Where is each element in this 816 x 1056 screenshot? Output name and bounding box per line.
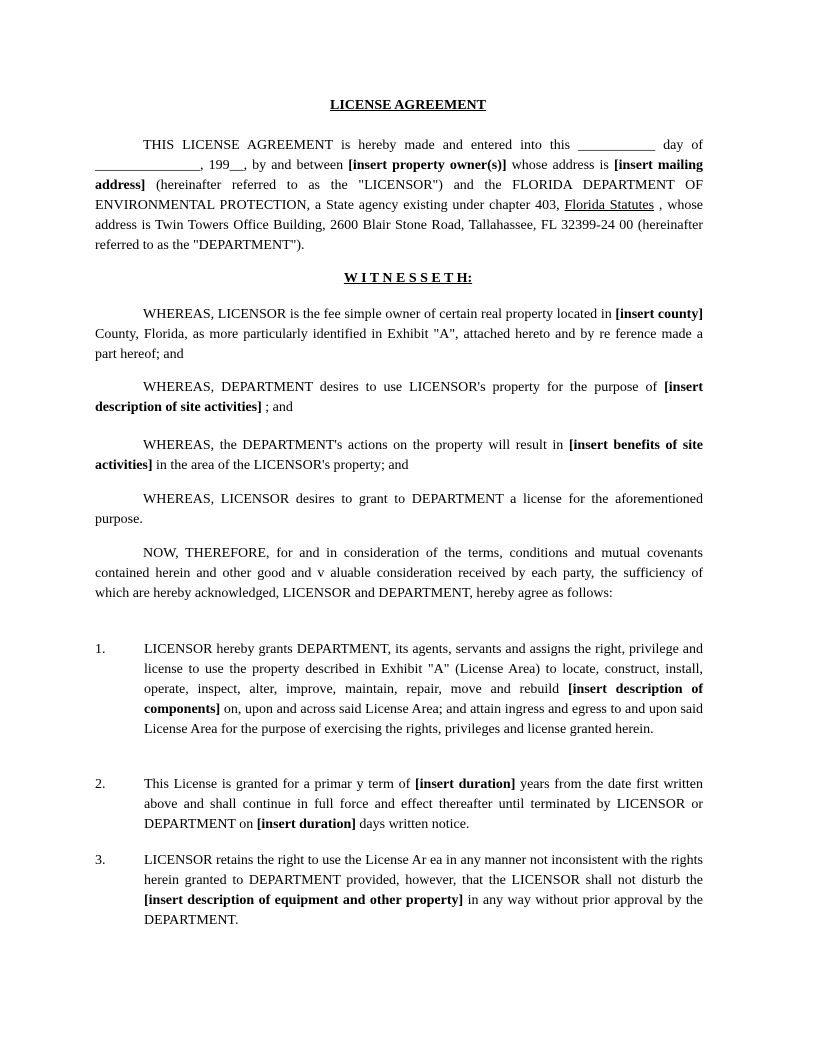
item3-text-2: in any way without prior approval by the DEPARTMENT. [144,893,703,928]
field-site-benefits: [insert benefits of site activities] [95,438,703,473]
whereas-paragraph-2 [95,378,703,418]
witnesseth-heading: W I T N E S S E T H: [343,271,473,286]
numbered-item-2 [95,775,703,835]
now-therefore-text: NOW, THEREFORE, for and in consideration of the terms, conditions and mutual covenants contained herein and other good and v aluable consideration received by each party, the sufficiency of which are hereby acknowledged, LICENSOR and DEPARTMENT, hereby agree as follows: [95,546,703,601]
field-property-owner: [insert property owner(s)] [348,158,507,173]
item2-text-3: days written notice. [355,817,470,832]
item-text [144,851,703,931]
whereas-paragraph-3 [95,436,703,476]
field-duration-days: [insert duration] [256,817,356,832]
field-county: [insert county] [615,307,703,322]
field-site-activities: [insert description of site activities] [95,380,703,415]
item1-text-2: on, upon and across said License Area; and attain ingress and egress to and upon said License Area for the purpose of exercising the rights, privileges and license granted herein. [144,702,703,737]
field-equipment: [insert description of equipment and other property] [144,893,464,908]
statute-reference: Florida Statutes [564,198,655,213]
whereas2-text-1: WHEREAS, DEPARTMENT desires to use LICENSOR's property for the purpose of [143,380,665,395]
intro-text-4: whose address is [506,158,614,173]
whereas2-text-2: ; and [261,400,293,415]
item-number: 3. [95,853,106,868]
item3-text-1: LICENSOR retains the right to use the License Ar ea in any manner not inconsistent with the rights herein granted to DEPARTMENT provided, however, that the LICENSOR shall not disturb the [144,853,703,888]
intro-text-3: , 199__, by and between [200,158,349,173]
whereas4-text-1: WHEREAS, LICENSOR desires to grant to DEPARTMENT a license for the aforementioned purpose. [95,492,703,527]
item-number: 2. [95,777,106,792]
whereas3-text-2: in the area of the LICENSOR's property; and [152,458,409,473]
whereas3-text-1: WHEREAS, the DEPARTMENT's actions on the property will result in [143,438,569,453]
field-components: [insert description of components] [144,682,703,717]
intro-paragraph [95,136,703,256]
whereas1-text-1: WHEREAS, LICENSOR is the fee simple owner of certain real property located in [143,307,616,322]
numbered-item-3 [95,851,703,931]
whereas-paragraph-1 [95,305,703,365]
blank-day: ___________ [578,138,656,153]
document-title: LICENSE AGREEMENT [330,98,486,113]
field-duration-years: [insert duration] [414,777,516,792]
blank-month: _______________ [95,158,200,173]
whereas1-text-2: County, Florida, as more particularly identified in Exhibit "A", attached hereto and by re ference made a part hereof; and [95,327,703,362]
intro-text-5: (hereinafter referred to as the "LICENSOR") and the FLORIDA DEPARTMENT OF ENVIRONMENTAL PROTECTION, a State agency existing under chapter 403, [95,178,703,213]
whereas-paragraph-4 [95,490,703,530]
item2-text-2: years from the date first written above and shall continue in full force and effect thereafter until terminated by LICENSOR or DEPARTMENT on [144,777,703,832]
item-text [144,775,703,835]
now-therefore-paragraph [95,544,703,604]
item-text [144,640,703,740]
field-mailing-address: [insert mailing address] [95,158,703,193]
item1-text-1: LICENSOR hereby grants DEPARTMENT, its agents, servants and assigns the right, privilege and license to use the property described in Exhibit "A" (License Area) to locate, construct, install, operate, inspect, alter, improve, maintain, repair, move and rebuild [144,642,703,697]
item-number: 1. [95,642,106,657]
intro-text-1: THIS LICENSE AGREEMENT is hereby made and entered into this [143,138,579,153]
intro-text-6: , whose address is Twin Towers Office Building, 2600 Blair Stone Road, Tallahassee, FL 32399-24 00 (hereinafter referred to as the "DEPARTMENT"). [95,198,703,253]
item2-text-1: This License is granted for a primar y term of [144,777,415,792]
numbered-item-1 [95,640,703,740]
intro-text-2: day of [655,138,703,153]
